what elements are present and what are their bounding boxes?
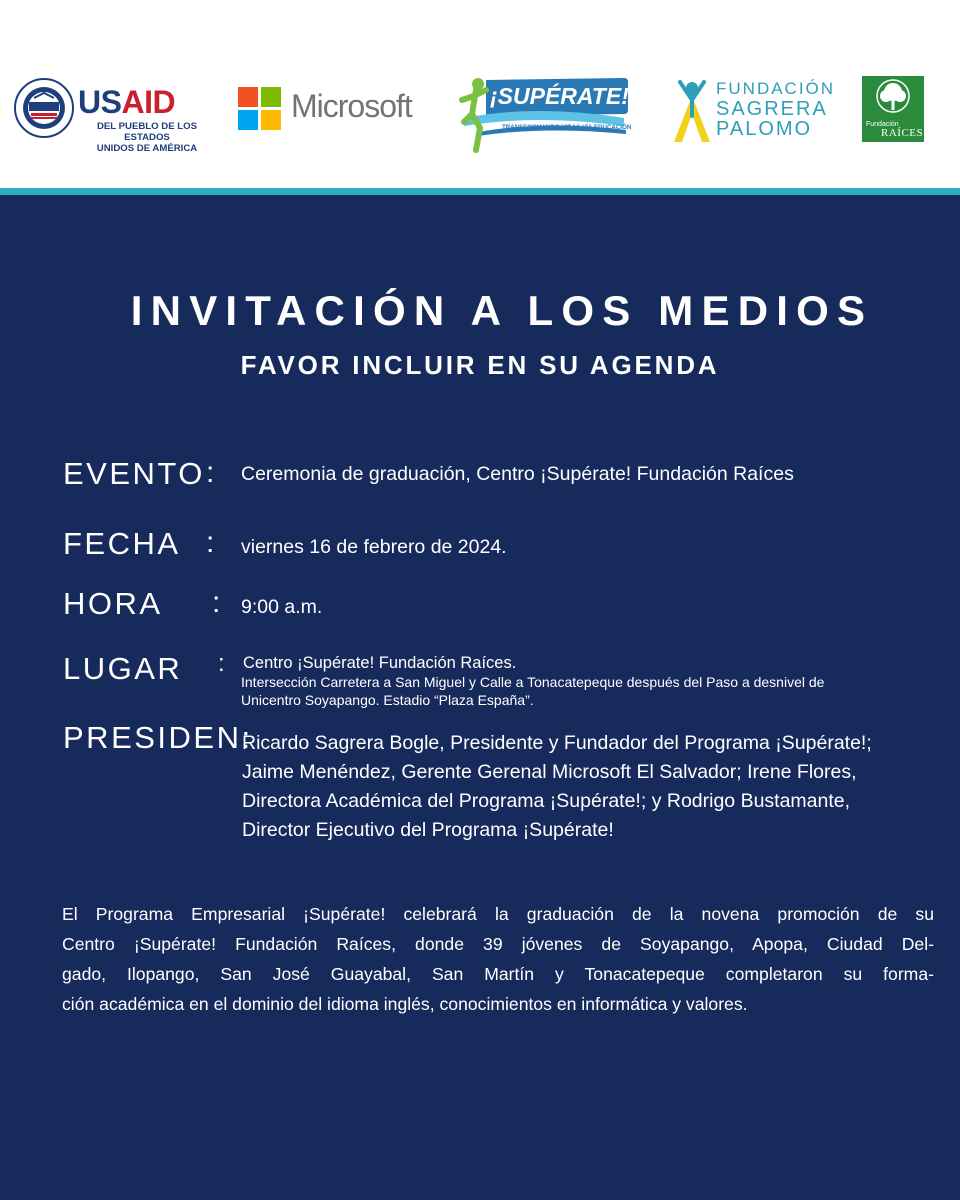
logo-header [0, 0, 960, 190]
superate-logo [456, 74, 632, 156]
place-colon: : [218, 650, 225, 677]
date-colon: : [206, 526, 215, 559]
description-paragraph [62, 899, 934, 1019]
event-label: EVENTO [63, 456, 205, 491]
sagrera-palomo-logo [672, 76, 842, 146]
paragraph-line: Centro ¡Supérate! Fundación Raíces, donde 39 jóvenes de Soyapango, Apopa, Ciudad Del- [62, 934, 934, 954]
paragraph-line: gado, Ilopango, San José Guayabal, San Martín y Tonacatepeque completaron su forma- [62, 964, 934, 984]
place-detail-line2: Unicentro Soyapango. Estadio “Plaza España”. [241, 692, 534, 708]
invitation-subtitle: FAVOR INCLUIR EN SU AGENDA [240, 350, 720, 380]
usaid-logo [14, 78, 214, 154]
sagrera-palomo-line2: SAGRERA [716, 98, 828, 120]
usaid-seal-icon [14, 78, 74, 138]
microsoft-wordmark: Microsoft [291, 88, 412, 124]
place-value: Centro ¡Supérate! Fundación Raíces. [243, 654, 517, 672]
usaid-tagline-line1: DEL PUEBLO DE LOS ESTADOS [96, 121, 198, 143]
place-detail-line1: Intersección Carretera a San Miguel y Calle a Tonacatepeque después del Paso a desnivel de [241, 674, 825, 690]
time-value: 9:00 a.m. [241, 596, 323, 618]
date-label: FECHA [63, 526, 181, 561]
sagrera-palomo-figure-icon [672, 76, 712, 142]
presiden-line: Jaime Menéndez, Gerente Gerenal Microsoft El Salvador; Irene Flores, [242, 761, 857, 783]
sagrera-palomo-line1: FUNDACIÓN [716, 79, 836, 98]
raices-line2: RAÍCES [881, 127, 924, 139]
presiden-value [242, 729, 942, 845]
event-value: Ceremonia de graduación, Centro ¡Supérate! Fundación Raíces [241, 463, 794, 485]
date-value: viernes 16 de febrero de 2024. [241, 536, 507, 558]
superate-tagline: TRANSFORMANDO VIDAS VÍA EDUCACIÓN [502, 124, 632, 131]
superate-wordmark: ¡SUPÉRATE! [490, 83, 629, 109]
presiden-label: PRESIDEN: [63, 720, 253, 755]
sagrera-palomo-line3: PALOMO [716, 118, 813, 140]
paragraph-line: ción académica en el dominio del idioma inglés, conocimientos en informática y valores. [62, 994, 748, 1014]
teal-divider [0, 188, 960, 195]
presiden-line: Directora Académica del Programa ¡Supérate!; y Rodrigo Bustamante, [242, 790, 851, 812]
presiden-line: Director Ejecutivo del Programa ¡Supérate! [242, 819, 614, 841]
raices-line1: Fundación [866, 121, 899, 128]
usaid-tagline-line2: UNIDOS DE AMÉRICA [96, 143, 198, 154]
time-label: HORA [63, 586, 163, 621]
usaid-aid: AID [121, 84, 176, 120]
presiden-line: Ricardo Sagrera Bogle, Presidente y Fundador del Programa ¡Supérate!; [242, 732, 872, 754]
invitation-title: INVITACIÓN A LOS MEDIOS [130, 287, 874, 334]
event-colon: : [206, 456, 215, 489]
place-detail [241, 673, 941, 709]
place-label: LUGAR [63, 651, 183, 686]
time-colon: : [212, 586, 221, 619]
usaid-us: US [78, 84, 122, 120]
usaid-wordmark [78, 84, 175, 121]
fundacion-raices-logo [862, 76, 924, 142]
tree-icon [862, 76, 924, 122]
usaid-tagline [80, 121, 214, 154]
paragraph-line: El Programa Empresarial ¡Supérate! celebrará la graduación de la novena promoción de su [62, 904, 934, 924]
microsoft-squares-icon [238, 87, 282, 131]
